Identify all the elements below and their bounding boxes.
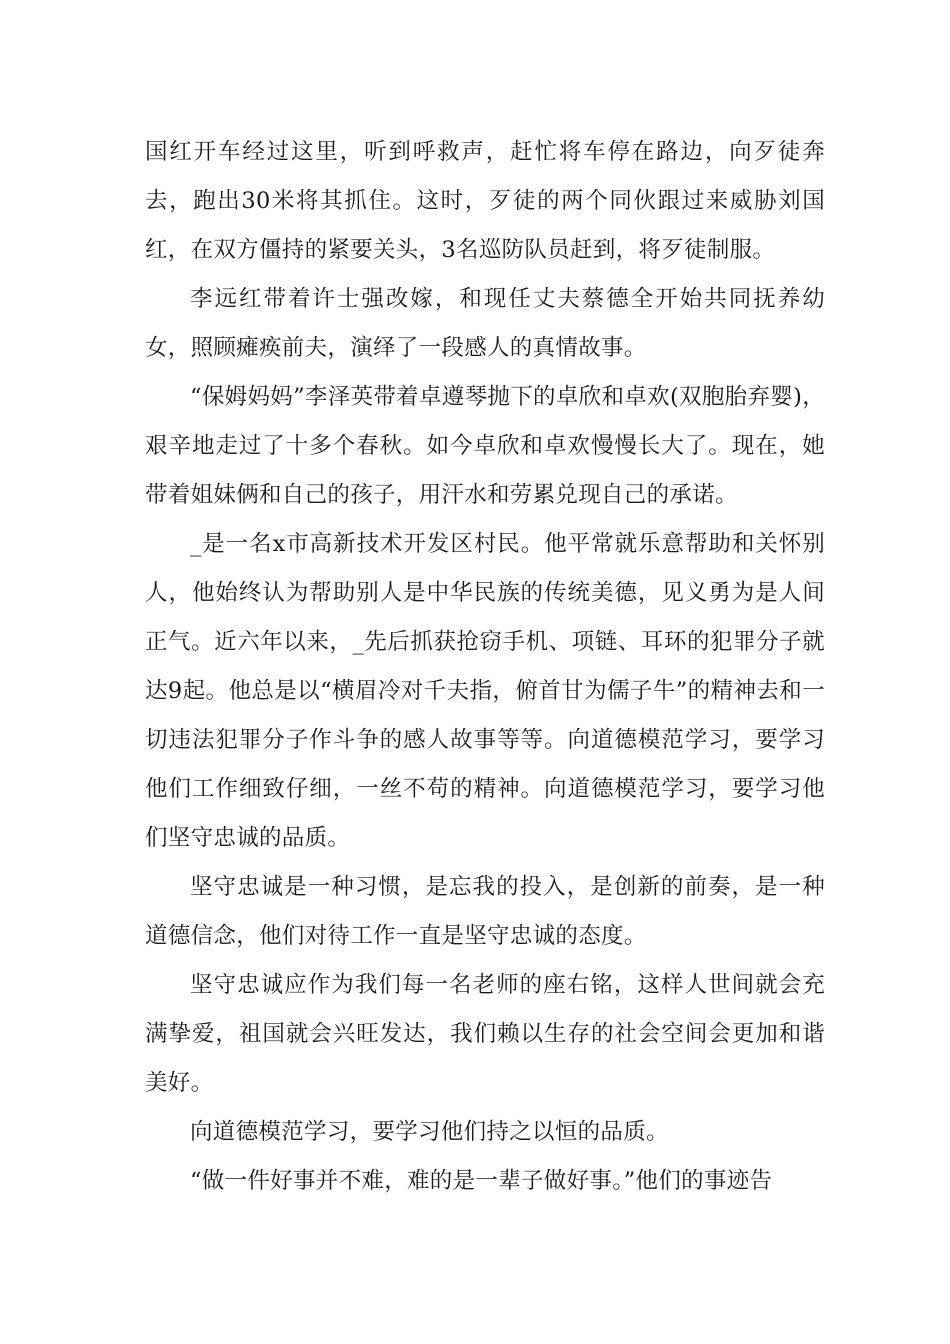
paragraph: 坚守忠诚是一种习惯，是忘我的投入，是创新的前奏，是一种道德信念，他们对待工作一直是坚守忠诚的态度。 (145, 874, 825, 949)
document-body (145, 128, 825, 1206)
paragraph: 李远红带着许士强改嫁，和现任丈夫蔡德全开始共同抚养幼女，照顾瘫痪前夫，演绎了一段感人的真情故事。 (145, 286, 825, 361)
paragraph: “做一件好事并不难，难的是一辈子做好事。”他们的事迹告 (190, 1168, 773, 1194)
paragraph: _是一名x市高新技术开发区村民。他平常就乐意帮助和关怀别人，他始终认为帮助别人是中华民族的传统美德，见义勇为是人间正气。近六年以来，_先后抓获抢窃手机、项链、耳环的犯罪分子就达9起。他总是以“横眉冷对千夫指，俯首甘为儒子牛”的精神去和一切违法犯罪分子作斗争的感人故事等等。向道德模范学习，要学习他们工作细致仔细，一丝不苟的精神。向道德模范学习，要学习他们坚守忠诚的品质。 (145, 531, 825, 851)
paragraph: “保姆妈妈”李泽英带着卓遵琴抛下的卓欣和卓欢(双胞胎弃婴)，艰辛地走过了十多个春秋。如今卓欣和卓欢慢慢长大了。现在，她带着姐妹俩和自己的孩子，用汗水和劳累兑现自己的承诺。 (145, 384, 825, 508)
paragraph: 国红开车经过这里，听到呼救声，赶忙将车停在路边，向歹徒奔去，跑出30米将其抓住。这时，歹徒的两个同伙跟过来威胁刘国红，在双方僵持的紧要关头，3名巡防队员赶到，将歹徒制服。 (145, 139, 825, 263)
paragraph: 向道德模范学习，要学习他们持之以恒的品质。 (190, 1119, 669, 1145)
paragraph: 坚守忠诚应作为我们每一名老师的座右铭，这样人世间就会充满挚爱，祖国就会兴旺发达，我们赖以生存的社会空间会更加和谐美好。 (145, 972, 825, 1096)
